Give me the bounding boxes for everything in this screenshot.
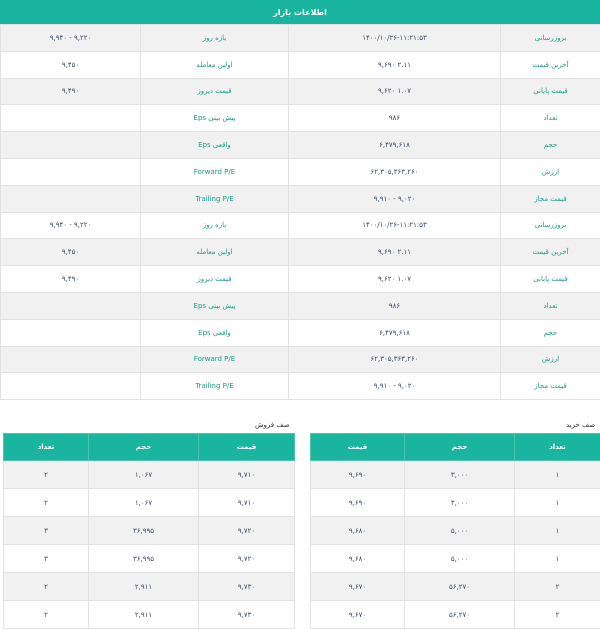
market-value2 bbox=[1, 373, 141, 400]
buy-volume: ۵۶,۲۷۰ bbox=[405, 573, 515, 601]
sell-volume: ۳۶,۹۹۵ bbox=[89, 517, 199, 545]
buy-count: ۱ bbox=[515, 517, 600, 545]
market-value: ۹,۶۹۰ ۲.۱۱ bbox=[289, 239, 501, 266]
buy-queue-row bbox=[311, 573, 600, 601]
market-label: تعداد bbox=[501, 292, 600, 319]
sell-queue-header-count[interactable]: تعداد bbox=[4, 434, 89, 461]
sell-queue-header-price[interactable]: قیمت bbox=[199, 434, 295, 461]
buy-price: ۹,۶۸۰ bbox=[311, 517, 405, 545]
market-label: آخرین قیمت bbox=[501, 51, 600, 78]
market-row bbox=[1, 292, 600, 319]
market-label2: اولین معامله bbox=[141, 239, 289, 266]
market-label: قیمت پایانی bbox=[501, 266, 600, 293]
market-row bbox=[1, 239, 600, 266]
market-value: ۶۲,۳۰۵,۳۶۳,۲۶۰ bbox=[289, 346, 501, 373]
buy-count: ۲ bbox=[515, 601, 600, 629]
market-value2: ۹,۴۵۰ bbox=[1, 239, 141, 266]
market-value: ۹,۹۱۰ - ۹,۰۲۰ bbox=[289, 373, 501, 400]
sell-queue-row bbox=[4, 545, 295, 573]
market-label: قیمت مجاز bbox=[501, 373, 600, 400]
market-row bbox=[1, 373, 600, 400]
market-label: حجم bbox=[501, 132, 600, 159]
market-label2: Eps پیش بینی bbox=[141, 105, 289, 132]
market-label2: Trailing P/E bbox=[141, 373, 289, 400]
sell-queue-row bbox=[4, 517, 295, 545]
market-value: ۹,۶۹۰ ۲.۱۱ bbox=[289, 51, 501, 78]
sell-volume: ۳۶,۹۹۵ bbox=[89, 545, 199, 573]
market-label2: اولین معامله bbox=[141, 51, 289, 78]
market-row bbox=[1, 319, 600, 346]
buy-price: ۹,۶۹۰ bbox=[311, 461, 405, 489]
buy-queue-table bbox=[310, 433, 600, 629]
market-value: ۶,۴۷۹,۶۱۸ bbox=[289, 132, 501, 159]
sell-queue-header-volume[interactable]: حجم bbox=[89, 434, 199, 461]
sell-volume: ۲,۹۱۱ bbox=[89, 573, 199, 601]
sell-queue-title: صف فروش bbox=[255, 421, 290, 429]
buy-queue-title: صف خرید bbox=[566, 421, 595, 429]
sell-price: ۹,۷۱۰ bbox=[199, 489, 295, 517]
market-row bbox=[1, 158, 600, 185]
market-label2: Forward P/E bbox=[141, 158, 289, 185]
sell-queue-table bbox=[3, 433, 295, 629]
market-row bbox=[1, 25, 600, 52]
market-info-table bbox=[0, 24, 600, 400]
market-value2 bbox=[1, 292, 141, 319]
market-label2: بازه روز bbox=[141, 25, 289, 52]
buy-price: ۹,۶۹۰ bbox=[311, 489, 405, 517]
market-value: ۹,۹۱۰ - ۹,۰۲۰ bbox=[289, 185, 501, 212]
sell-count: ۲ bbox=[4, 489, 89, 517]
market-value: ۹,۶۲۰ ۱.۰۷ bbox=[289, 266, 501, 293]
buy-price: ۹,۶۷۰ bbox=[311, 573, 405, 601]
sell-volume: ۲,۹۱۱ bbox=[89, 601, 199, 629]
buy-queue-header-count[interactable]: تعداد bbox=[515, 434, 600, 461]
market-row bbox=[1, 105, 600, 132]
sell-price: ۹,۷۲۰ bbox=[199, 517, 295, 545]
sell-queue-row bbox=[4, 601, 295, 629]
buy-queue-header-row bbox=[311, 434, 600, 461]
market-row bbox=[1, 266, 600, 293]
buy-queue-header-price[interactable]: قیمت bbox=[311, 434, 405, 461]
sell-volume: ۱,۰۶۷ bbox=[89, 461, 199, 489]
market-label: حجم bbox=[501, 319, 600, 346]
market-value2 bbox=[1, 319, 141, 346]
buy-price: ۹,۶۷۰ bbox=[311, 601, 405, 629]
market-value2: ۹,۴۵۰ bbox=[1, 51, 141, 78]
market-value2 bbox=[1, 158, 141, 185]
market-label2: بازه روز bbox=[141, 212, 289, 239]
sell-queue-header-row bbox=[4, 434, 295, 461]
market-label2: Eps واقعی bbox=[141, 319, 289, 346]
buy-count: ۱ bbox=[515, 461, 600, 489]
market-row bbox=[1, 78, 600, 105]
market-label2: قیمت دیروز bbox=[141, 266, 289, 293]
market-value2 bbox=[1, 105, 141, 132]
market-row bbox=[1, 51, 600, 78]
market-value: ۹۸۶ bbox=[289, 105, 501, 132]
market-label2: Forward P/E bbox=[141, 346, 289, 373]
market-label: ارزش bbox=[501, 346, 600, 373]
sell-count: ۲ bbox=[4, 461, 89, 489]
buy-queue-header-volume[interactable]: حجم bbox=[405, 434, 515, 461]
market-value2: ۹,۹۴۰ - ۹,۲۲۰ bbox=[1, 25, 141, 52]
sell-price: ۹,۷۲۰ bbox=[199, 545, 295, 573]
market-value: ۱۴۰۰/۱۰/۲۶-۱۱:۲۱:۵۳ bbox=[289, 25, 501, 52]
market-label2: Eps پیش بینی bbox=[141, 292, 289, 319]
market-value2: ۹,۴۹۰ bbox=[1, 78, 141, 105]
buy-volume: ۵۶,۲۷۰ bbox=[405, 601, 515, 629]
market-label: قیمت پایانی bbox=[501, 78, 600, 105]
sell-count: ۲ bbox=[4, 601, 89, 629]
sell-price: ۹,۷۱۰ bbox=[199, 461, 295, 489]
buy-volume: ۵,۰۰۰ bbox=[405, 545, 515, 573]
sell-price: ۹,۷۳۰ bbox=[199, 573, 295, 601]
buy-queue-row bbox=[311, 461, 600, 489]
market-info-title: اطلاعات بازار bbox=[0, 0, 600, 24]
buy-queue-row bbox=[311, 489, 600, 517]
market-value2 bbox=[1, 132, 141, 159]
market-label: بروزرسانی bbox=[501, 25, 600, 52]
buy-queue-row bbox=[311, 545, 600, 573]
market-value: ۹۸۶ bbox=[289, 292, 501, 319]
market-value: ۹,۶۲۰ ۱.۰۷ bbox=[289, 78, 501, 105]
market-value2: ۹,۹۴۰ - ۹,۲۲۰ bbox=[1, 212, 141, 239]
buy-volume: ۳,۰۰۰ bbox=[405, 461, 515, 489]
buy-volume: ۵,۰۰۰ bbox=[405, 517, 515, 545]
market-row bbox=[1, 132, 600, 159]
market-label2: Eps واقعی bbox=[141, 132, 289, 159]
market-label2: Trailing P/E bbox=[141, 185, 289, 212]
sell-queue-row bbox=[4, 573, 295, 601]
buy-price: ۹,۶۸۰ bbox=[311, 545, 405, 573]
market-label: آخرین قیمت bbox=[501, 239, 600, 266]
buy-count: ۱ bbox=[515, 545, 600, 573]
buy-volume: ۳,۰۰۰ bbox=[405, 489, 515, 517]
buy-count: ۱ bbox=[515, 489, 600, 517]
sell-count: ۲ bbox=[4, 573, 89, 601]
sell-count: ۳ bbox=[4, 545, 89, 573]
market-label: قیمت مجاز bbox=[501, 185, 600, 212]
buy-count: ۲ bbox=[515, 573, 600, 601]
market-value2 bbox=[1, 185, 141, 212]
sell-queue-row bbox=[4, 489, 295, 517]
market-value2 bbox=[1, 346, 141, 373]
buy-queue-row bbox=[311, 601, 600, 629]
sell-queue-row bbox=[4, 461, 295, 489]
market-info-body bbox=[1, 25, 600, 400]
market-label: ارزش bbox=[501, 158, 600, 185]
buy-queue-row bbox=[311, 517, 600, 545]
sell-price: ۹,۷۳۰ bbox=[199, 601, 295, 629]
market-label: تعداد bbox=[501, 105, 600, 132]
sell-volume: ۱,۰۶۷ bbox=[89, 489, 199, 517]
market-row bbox=[1, 346, 600, 373]
market-label2: قیمت دیروز bbox=[141, 78, 289, 105]
market-value: ۱۴۰۰/۱۰/۲۶-۱۱:۲۱:۵۳ bbox=[289, 212, 501, 239]
market-value: ۶۲,۳۰۵,۳۶۳,۲۶۰ bbox=[289, 158, 501, 185]
market-value: ۶,۴۷۹,۶۱۸ bbox=[289, 319, 501, 346]
market-row bbox=[1, 212, 600, 239]
sell-count: ۳ bbox=[4, 517, 89, 545]
market-row bbox=[1, 185, 600, 212]
market-label: بروزرسانی bbox=[501, 212, 600, 239]
market-value2: ۹,۴۹۰ bbox=[1, 266, 141, 293]
